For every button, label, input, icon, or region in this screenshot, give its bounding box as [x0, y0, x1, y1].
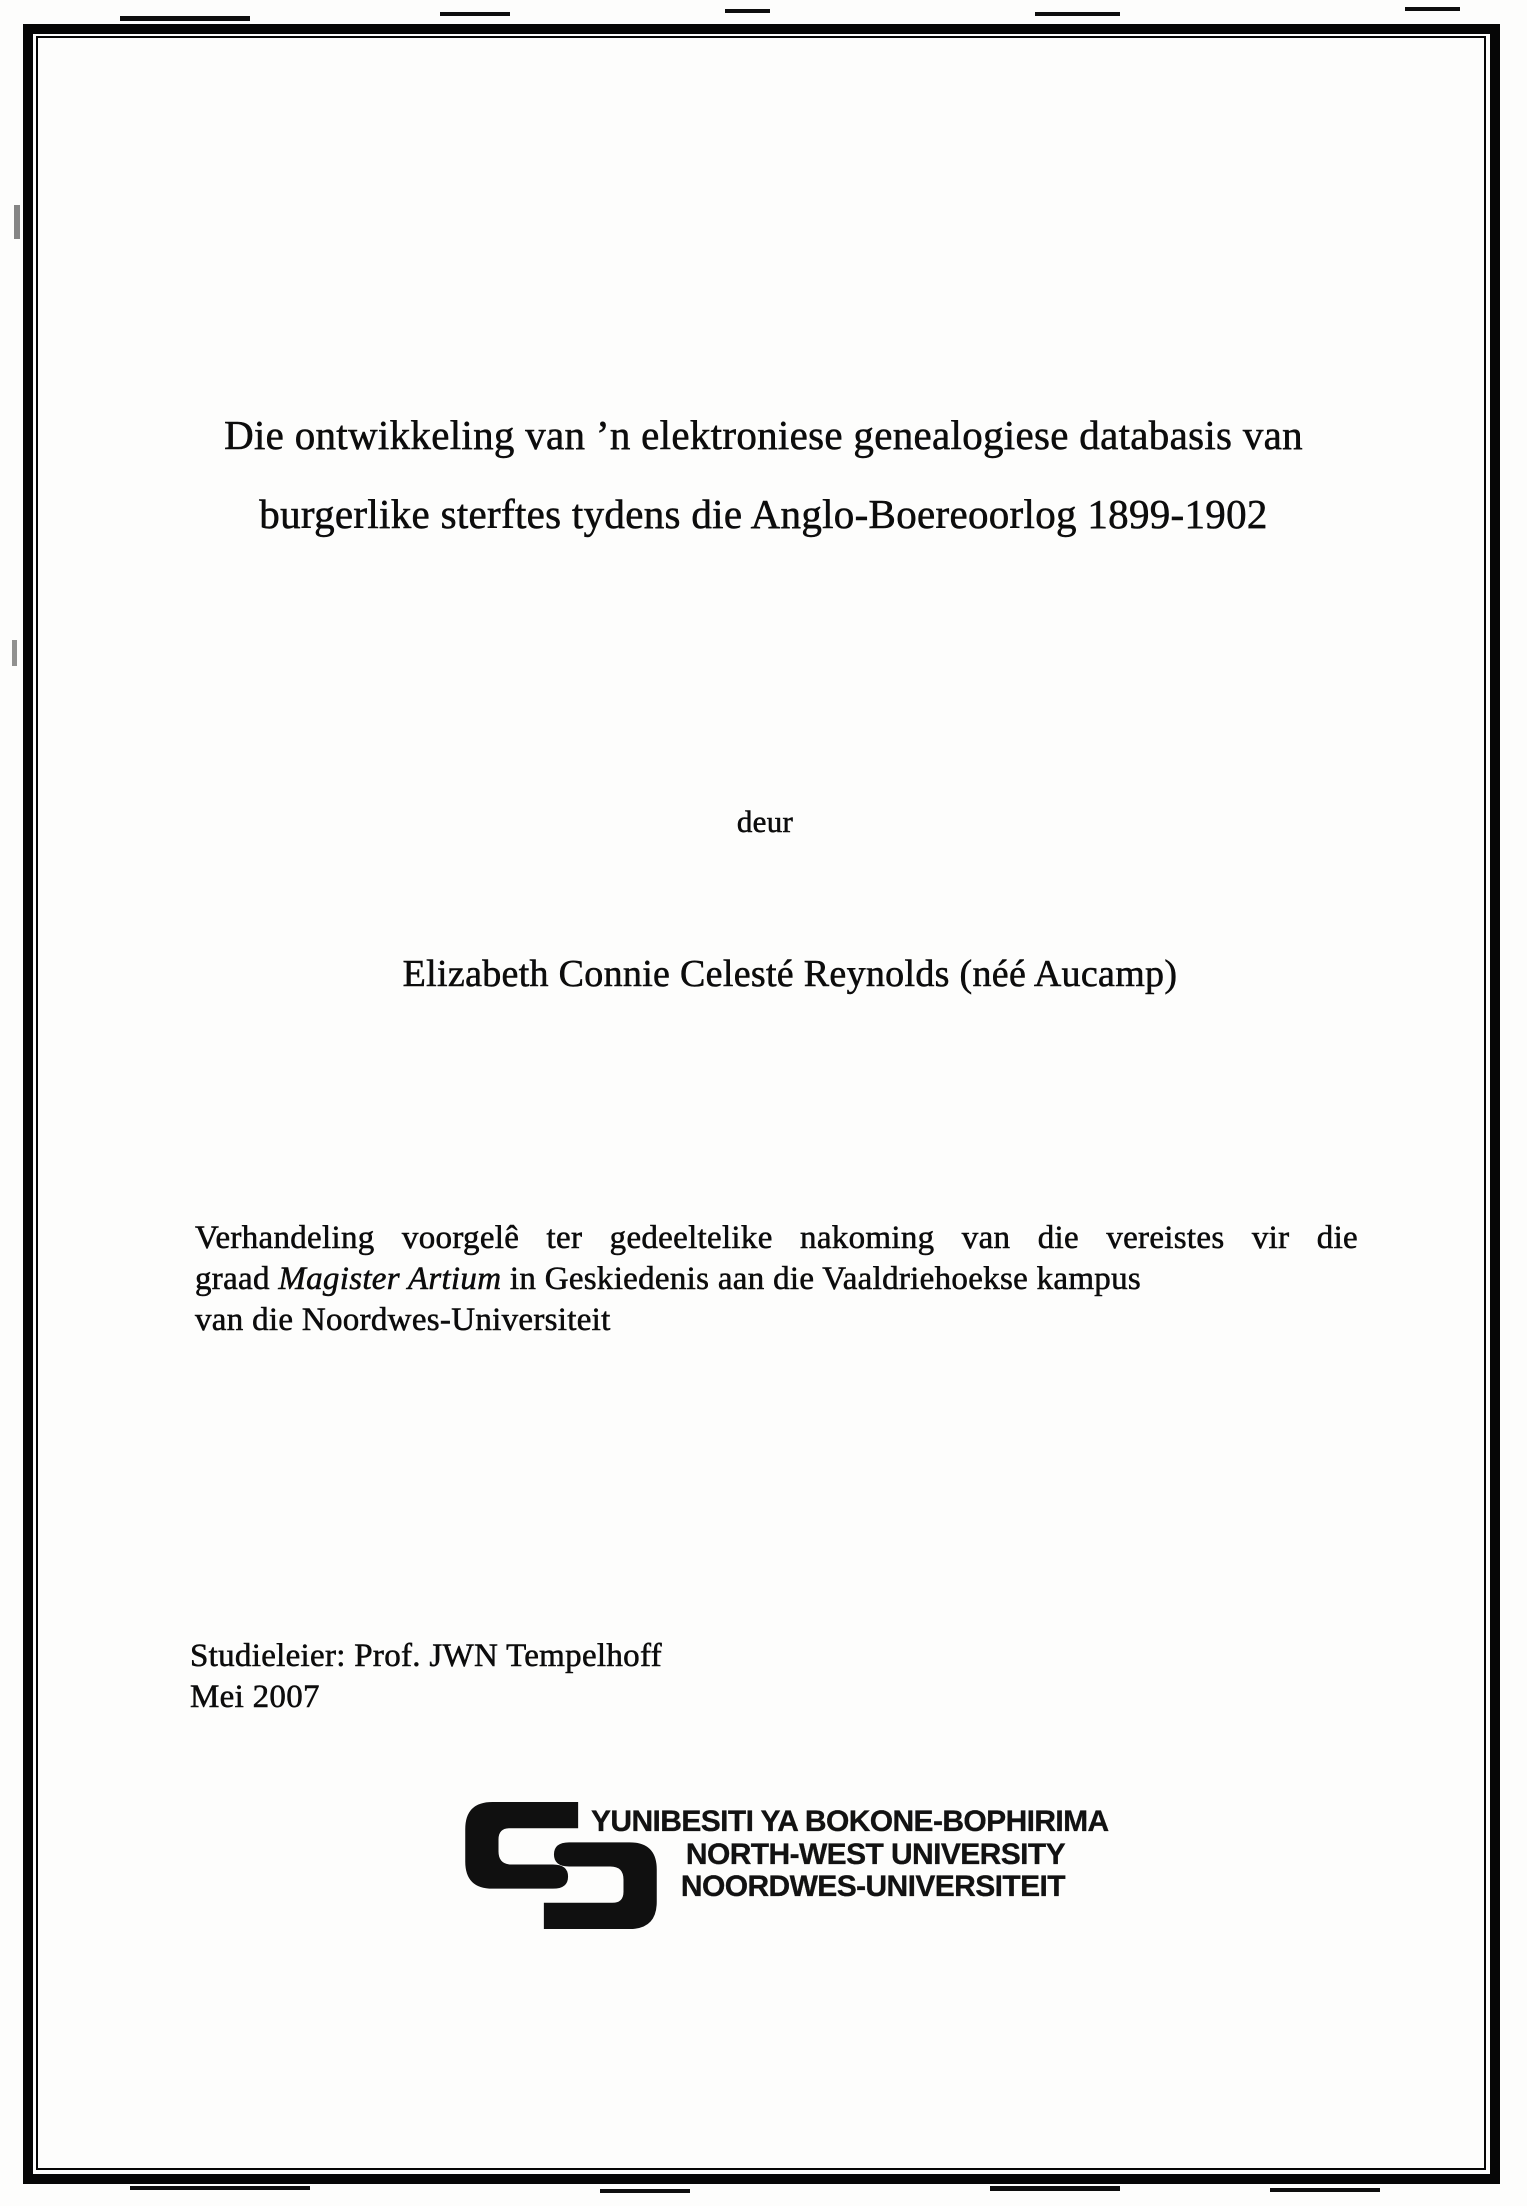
degree-name-italic: Magister Artium: [278, 1261, 502, 1297]
logo-wordmark: [591, 1805, 1109, 1904]
scan-artifact: [14, 205, 20, 239]
author-name: Elizabeth Connie Celesté Reynolds (néé Aucamp): [402, 953, 1178, 995]
thesis-title: [110, 396, 1417, 554]
scan-artifact: [1405, 7, 1460, 11]
scan-artifact: [1270, 2188, 1380, 2192]
scan-artifact: [12, 640, 17, 666]
declaration-line1: Verhandeling voorgelê ter gedeeltelike nakoming van die vereistes vir die: [195, 1220, 1358, 1256]
declaration-line2-pre: graad: [195, 1261, 279, 1297]
declaration-line2-post: in Geskiedenis aan die Vaaldriehoekse kampus: [501, 1261, 1142, 1297]
scan-artifact: [120, 16, 250, 21]
declaration-line2: [195, 1259, 1358, 1300]
thesis-title-line2: burgerlike sterftes tydens die Anglo-Boereoorlog 1899-1902: [259, 491, 1268, 537]
scan-artifact: [130, 2186, 310, 2190]
logo-text-setswana: YUNIBESITI YA BOKONE-BOPHIRIMA: [591, 1805, 1109, 1838]
scan-artifact: [600, 2189, 690, 2193]
scan-artifact: [1035, 12, 1120, 16]
supervisor-line: Studieleier: Prof. JWN Tempelhoff: [190, 1638, 662, 1674]
university-logo: [465, 1800, 1165, 1960]
scan-artifact: [725, 9, 770, 13]
thesis-title-line1: Die ontwikkeling van ’n elektroniese genealogiese databasis van: [224, 412, 1303, 458]
supervisor-block: [190, 1636, 662, 1718]
scan-artifact: [440, 12, 510, 16]
degree-declaration: [195, 1218, 1358, 1341]
declaration-line3: van die Noordwes-Universiteit: [195, 1302, 611, 1338]
logo-text-afrikaans: NOORDWES-UNIVERSITEIT: [680, 1870, 1065, 1903]
date-line: Mei 2007: [190, 1679, 320, 1715]
logo-text-english: NORTH-WEST UNIVERSITY: [685, 1837, 1065, 1871]
scan-artifact: [990, 2186, 1120, 2191]
byline-deur: deur: [736, 804, 794, 839]
